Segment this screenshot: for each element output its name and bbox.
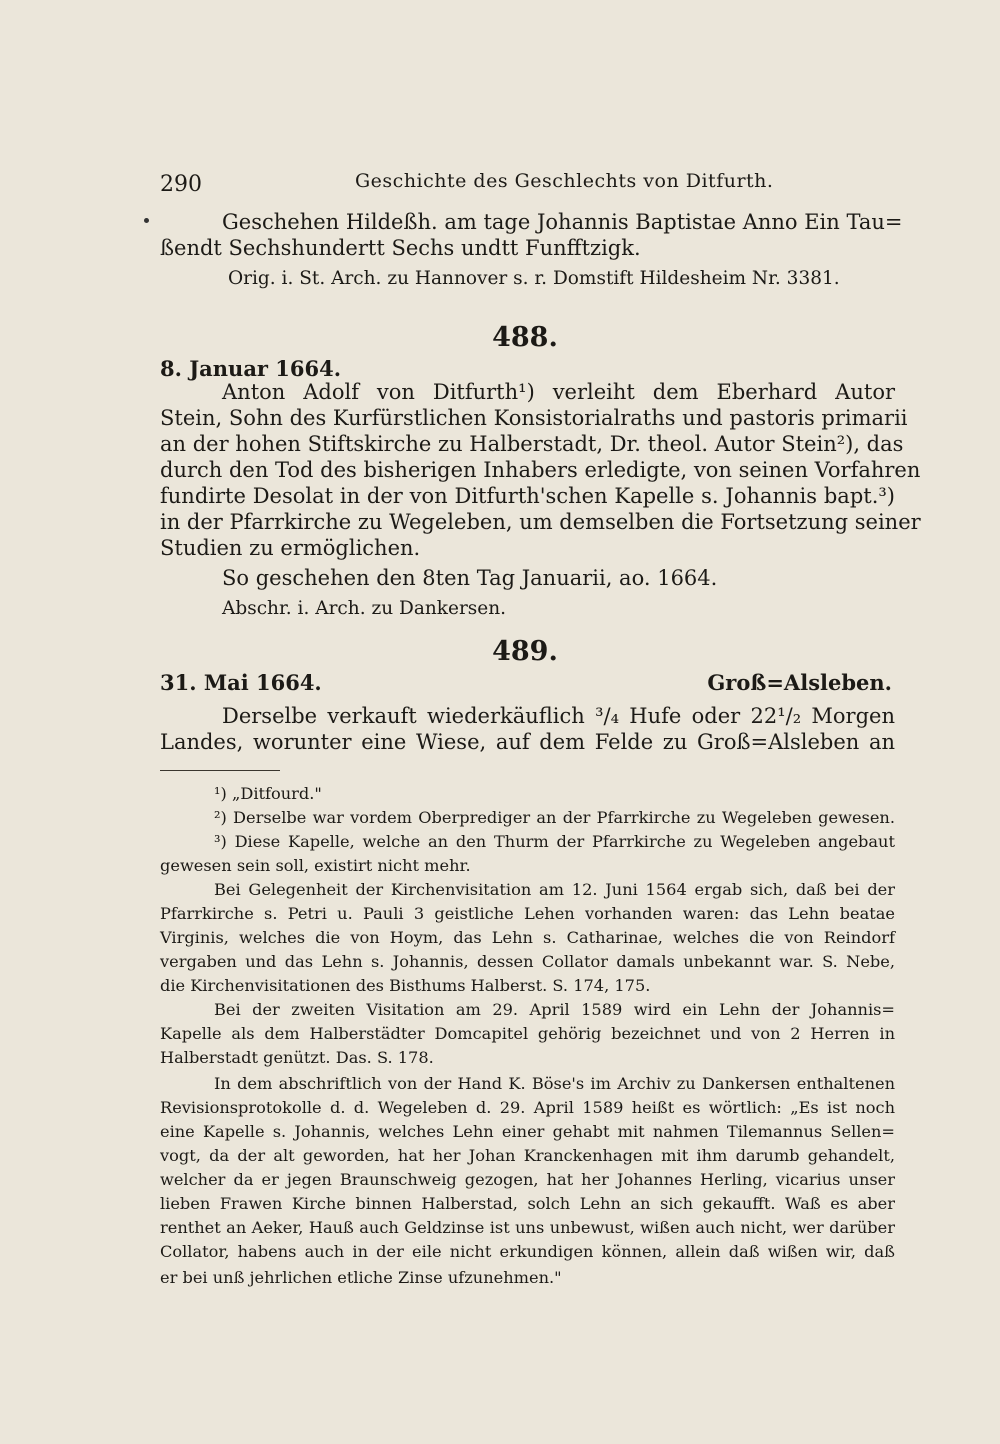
footnote-line-13: In dem abschriftlich von der Hand K. Böse's im Archiv zu Dankersen enthaltenen	[214, 1074, 895, 1093]
prev-source: Orig. i. St. Arch. zu Hannover s. r. Domstift Hildesheim Nr. 3381.	[228, 268, 840, 289]
footnote-line-7: Virginis, welches die von Hoym, das Lehn s. Catharinae, welches die von Reindorf	[160, 928, 895, 947]
doc-488-line-6: in der Pfarrkirche zu Wegeleben, um demselben die Fortsetzung seiner	[160, 510, 921, 534]
footnote-line-19: renthet an Aeker, Hauß auch Geldzinse ist uns unbewust, wißen auch nicht, wer darüber	[160, 1218, 895, 1237]
doc-488-line-7: Studien zu ermöglichen.	[160, 536, 421, 560]
footnote-line-11: Kapelle als dem Halberstädter Domcapitel gehörig bezeichnet und von 2 Herren in	[160, 1024, 895, 1043]
doc-488-line-4: durch den Tod des bisherigen Inhabers erledigte, von seinen Vorfahren	[160, 458, 921, 482]
footnote-line-2: ²) Derselbe war vordem Oberprediger an der Pfarrkirche zu Wegeleben gewesen.	[214, 808, 895, 827]
footnote-line-15: eine Kapelle s. Johannis, welches Lehn einer gehabt mit nahmen Tilemannus Sellen=	[160, 1122, 895, 1141]
footnote-line-6: Pfarrkirche s. Petri u. Pauli 3 geistliche Lehen vorhanden waren: das Lehn beatae	[160, 904, 895, 923]
footnote-line-16: vogt, da der alt geworden, hat her Johan Kranckenhagen mit ihm darumb gehandelt,	[160, 1146, 895, 1165]
footnote-line-3: ³) Diese Kapelle, welche an den Thurm der Pfarrkirche zu Wegeleben angebaut	[214, 832, 895, 851]
footnote-line-18: lieben Frawen Kirche binnen Halberstad, solch Lehn an sich gekaufft. Waß es aber	[160, 1194, 895, 1213]
footnote-line-1: ¹) „Ditfourd."	[214, 784, 322, 803]
page-number: 290	[160, 172, 202, 197]
footnote-line-8: vergaben und das Lehn s. Johannis, dessen Collator damals unbekannt war. S. Nebe,	[160, 952, 895, 971]
footnote-line-20: Collator, habens auch in der eile nicht erkundigen können, allein daß wißen wir, daß	[160, 1242, 895, 1261]
footnote-line-4: gewesen sein soll, existirt nicht mehr.	[160, 856, 471, 875]
doc-489-date: 31. Mai 1664.	[160, 670, 322, 695]
doc-489-line-1: Derselbe verkauft wiederkäuflich ³/₄ Hufe oder 22¹/₂ Morgen	[222, 704, 895, 728]
doc-489-number: 489.	[492, 636, 558, 667]
doc-488-line-3: an der hohen Stiftskirche zu Halberstadt, Dr. theol. Autor Stein²), das	[160, 432, 904, 456]
running-title: Geschichte des Geschlechts von Ditfurth.	[355, 170, 774, 192]
doc-488-source: Abschr. i. Arch. zu Dankersen.	[222, 598, 507, 619]
doc-488-number: 488.	[492, 322, 558, 353]
footnote-line-14: Revisionsprotokolle d. d. Wegeleben d. 29. April 1589 heißt es wörtlich: „Es ist noch	[160, 1098, 895, 1117]
footnote-line-5: Bei Gelegenheit der Kirchenvisitation am 12. Juni 1564 ergab sich, daß bei der	[214, 880, 895, 899]
footnote-line-9: die Kirchenvisitationen des Bisthums Halberst. S. 174, 175.	[160, 976, 651, 995]
footnote-rule	[160, 770, 280, 771]
margin-mark	[144, 218, 149, 223]
footnote-line-10: Bei der zweiten Visitation am 29. April 1589 wird ein Lehn der Johannis=	[214, 1000, 895, 1019]
prev-closing-line-2: ßendt Sechshundertt Sechs undtt Funfftzigk.	[160, 236, 641, 260]
doc-488-line-2: Stein, Sohn des Kurfürstlichen Konsistorialraths und pastoris primarii	[160, 406, 908, 430]
footnote-line-12: Halberstadt genützt. Das. S. 178.	[160, 1048, 434, 1067]
doc-488-line-5: fundirte Desolat in der von Ditfurth'schen Kapelle s. Johannis bapt.³)	[160, 484, 895, 508]
doc-488-line-1: Anton Adolf von Ditfurth¹) verleiht dem Eberhard Autor	[222, 380, 895, 404]
doc-488-date: 8. Januar 1664.	[160, 356, 342, 381]
prev-closing-line-1: Geschehen Hildeßh. am tage Johannis Baptistae Anno Ein Tau=	[222, 210, 903, 234]
doc-489-line-2: Landes, worunter eine Wiese, auf dem Felde zu Groß=Alsleben an	[160, 730, 895, 754]
doc-488-closing: So geschehen den 8ten Tag Januarii, ao. 1664.	[222, 566, 718, 590]
footnote-line-17: welcher da er jegen Braunschweig gezogen, hat her Johannes Herling, vicarius unser	[160, 1170, 895, 1189]
doc-489-place: Groß=Alsleben.	[707, 670, 892, 695]
footnote-line-21: er bei unß jehrlichen etliche Zinse ufzunehmen."	[160, 1268, 562, 1287]
